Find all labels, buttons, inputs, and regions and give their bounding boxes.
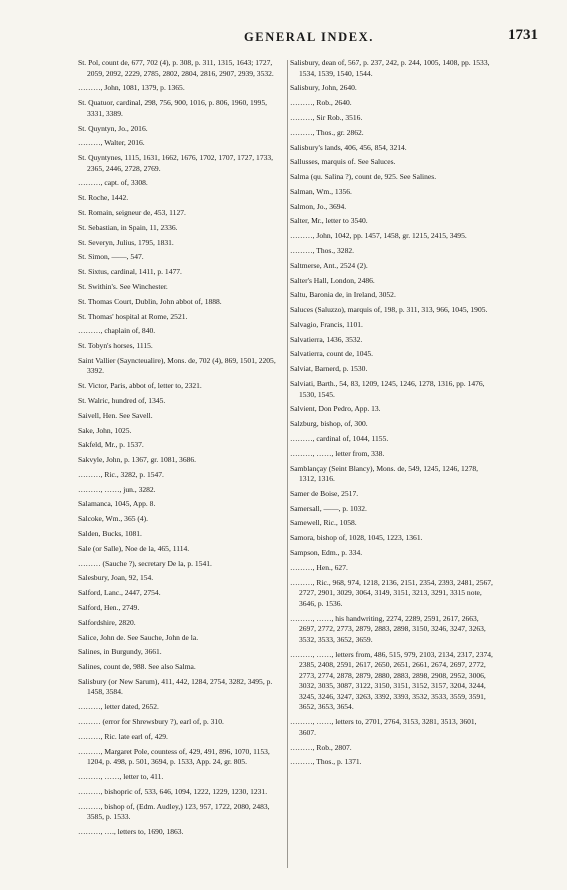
index-entry: ………, Sir Rob., 3516. [290, 112, 363, 122]
index-entry: Salman, Wm., 1356. [290, 186, 352, 196]
index-entry: St. Quatuor, cardinal, 298, 756, 900, 1016, p. 806, 1960, 1995, 3331, 3389. [78, 98, 267, 118]
index-entry: St. Roche, 1442. [78, 193, 129, 203]
index-entry: St. Quyntynes, 1115, 1631, 1662, 1676, 1702, 1707, 1727, 1733, 2365, 2446, 2728, 2769. [78, 153, 274, 173]
index-entry: St. Quyntyn, Jo., 2016. [78, 123, 148, 133]
index-entry: Salisbury (or New Sarum), 411, 442, 1284, 2754, 3282, 3495, p. 1458, 3584. [78, 676, 273, 697]
index-entry: ………, Ric., 968, 974, 1218, 2136, 2151, 2354, 2393, 2481, 2567, 2727, 2901, 3029, 3064, 3149, 3151, 3213, 3291, 3315 note, 3646, p. 1536. [290, 577, 493, 608]
index-entry: St. Romain, seigneur de, 453, 1127. [78, 208, 186, 218]
index-column-left [78, 58, 283, 842]
index-entry: Sampson, Edm., p. 334. [290, 548, 363, 557]
index-entry: Salisbury's lands, 406, 456, 854, 3214. [290, 142, 407, 152]
index-entry: St. Thomas' hospital at Rome, 2521. [78, 311, 188, 321]
index-entry: Salviat, Barnerd, p. 1530. [290, 364, 368, 374]
index-entry: ………, letter dated, 2652. [78, 702, 159, 712]
index-entry: Salviati, Barth., 54, 83, 1209, 1245, 1246, 1278, 1316, pp. 1476, 1530, 1545. [290, 379, 485, 399]
index-entry: Salford, Lanc., 2447, 2754. [78, 588, 161, 598]
index-entry: ………, ……, jun., 3282. [78, 484, 156, 494]
index-entry: Salesbury, Joan, 92, 154. [78, 573, 154, 583]
column-divider [287, 60, 288, 868]
index-entry: St. Victor, Paris, abbot of, letter to, 2321. [78, 381, 202, 391]
index-column-right [290, 58, 495, 772]
index-entry: Samewell, Ric., 1058. [290, 518, 357, 528]
index-entry: Salisbury, dean of, 567, p. 237, 242, p. 244, 1005, 1408, pp. 1533, 1534, 1539, 1540, 1544. [290, 58, 490, 78]
index-entry: Salma (qu. Salina ?), count de, 925. See Salines. [290, 172, 437, 182]
index-entry: Salter, Mr., letter to 3540. [290, 216, 368, 226]
index-entry: St. Swithin's. See Winchester. [78, 281, 168, 291]
index-entry: ………, John, 1081, 1379, p. 1365. [78, 83, 185, 93]
index-entry: Samer de Boise, 2517. [290, 488, 359, 498]
index-entry: ………, bishopric of, 533, 646, 1094, 1222, 1229, 1230, 1231. [78, 786, 268, 796]
running-title: GENERAL INDEX. [243, 30, 375, 44]
index-entry: St. Simon, ——, 547. [78, 252, 144, 262]
index-entry: St. Severyn, Julius, 1795, 1831. [78, 237, 174, 247]
index-entry: Sakvyle, John, p. 1367, gr. 1081, 3686. [78, 455, 197, 465]
index-entry: Salvatierra, 1436, 3532. [290, 334, 363, 344]
index-entry: St. Sixtus, cardinal, 1411, p. 1477. [78, 267, 182, 277]
index-entry: St. Walric, hundred of, 1345. [78, 396, 166, 405]
index-entry: ………, Hen., 627. [290, 562, 348, 572]
index-entry: Salter's Hall, London, 2486. [290, 275, 375, 285]
index-entry: ………, Margaret Pole, countess of, 429, 491, 896, 1070, 1153, 1204, p. 498, p. 501, 3694, p. 1533, App. 24, gr. 805. [78, 746, 270, 767]
index-entry: St. Sebastian, in Spain, 11, 2336. [78, 222, 178, 232]
index-entry: ………, ……, letters to, 2701, 2764, 3153, 3281, 3513, 3601, 3607. [290, 717, 477, 737]
index-entry: ……… (error for Shrewsbury ?), earl of, p. 310. [78, 717, 224, 726]
index-entry: Salines, in Burgundy, 3661. [78, 647, 162, 657]
index-entry: Saluces (Saluzzo), marquis of, 198, p. 311, 313, 966, 1045, 1905. [290, 305, 488, 315]
index-entry: Sallusses, marquis of. See Saluces. [290, 157, 396, 167]
index-entry: Saivell, Hen. See Savell. [78, 410, 153, 420]
index-entry: ………, ……, letters from, 486, 515, 979, 2103, 2134, 2317, 2374, 2385, 2408, 2591, 2617, 2650, 2651, 2661, 2674, 2697, 2772, 2773, 2774, 2878, 2879, 2880, 2883, 2898, 2908, 2952, 3006, 3032, 3035, 3087, 3122, 3150, 3151, 3152, 3157, 3204, 3244, 3245, 3246, 3247, 3263, 3392, 3393, 3532, 3533, 3559, 3591, 3652, 3653, 3654. [290, 649, 493, 712]
index-entry: Salcoke, Wm., 365 (4). [78, 514, 149, 524]
index-entry: Sake, John, 1025. [78, 425, 132, 435]
index-entry: ………, Thos., p. 1371. [290, 757, 362, 767]
index-entry: ………, bishop of, (Edm. Audley,) 123, 957, 1722, 2080, 2483, 3585, p. 1533. [78, 801, 270, 822]
index-entry: Salvatierra, count de, 1045. [290, 349, 373, 359]
index-entry: ………, Thos., 3282. [290, 245, 355, 255]
index-entry: Sale (or Salle), Noe de la, 465, 1114. [78, 543, 190, 553]
index-entry: Samersall, ——, p. 1032. [290, 503, 367, 513]
index-entry: ………, …., letters to, 1690, 1863. [78, 826, 184, 836]
index-entry: Sakfeld, Mr., p. 1537. [78, 440, 144, 450]
index-entry: Saltmerse, Ant., 2524 (2). [290, 260, 368, 270]
index-entry: ………, John, 1042, pp. 1457, 1458, gr. 1215, 2415, 3495. [290, 231, 467, 241]
index-entry: St. Pol, count de, 677, 702 (4), p. 308, p. 311, 1315, 1643; 1727, 2059, 2092, 2229, 2785, 2802, 2804, 2816, 2907, 2939, 3532. [78, 58, 274, 78]
index-entry: ………, Thos., gr. 2862. [290, 127, 364, 137]
index-entry: Salvagio, Francis, 1101. [290, 319, 363, 329]
index-entry: Salice, John de. See Sauche, John de la. [78, 632, 199, 642]
index-entry: Samora, bishop of, 1028, 1045, 1223, 1361. [290, 533, 423, 543]
index-entry: Salines, count de, 988. See also Salma. [78, 662, 196, 672]
index-entry: St. Thomas Court, Dublin, John abbot of, 1888. [78, 296, 222, 306]
index-entry: ………, Ric., 3282, p. 1547. [78, 469, 164, 479]
index-entry: Saltu, Baronia de, in Ireland, 3052. [290, 290, 396, 300]
page-number: 1731 [508, 27, 538, 43]
index-entry: Salamanca, 1045, App. 8. [78, 499, 156, 509]
index-entry: Samblançay (Seint Blancy), Mons. de, 549, 1245, 1246, 1278, 1312, 1316. [290, 463, 479, 484]
index-entry: Salvient, Don Pedro, App. 13. [290, 404, 381, 414]
index-entry: St. Tobyn's horses, 1115. [78, 341, 153, 351]
index-entry: ……… (Sauche ?), secretary De la, p. 1541. [78, 558, 212, 568]
index-entry: Salden, Bucks, 1081. [78, 529, 142, 539]
index-entry: Salisbury, John, 2640. [290, 83, 357, 93]
index-entry: ………, ……, letter to, 411. [78, 771, 164, 781]
index-entry: ………, Rob., 2807. [290, 742, 352, 752]
index-entry: ………, chaplain of, 840. [78, 326, 156, 336]
index-entry: ………, Ric. late earl of, 429. [78, 731, 168, 741]
index-entry: ………, Rob., 2640. [290, 98, 352, 108]
index-entry: ………, ……, his handwriting, 2274, 2289, 2591, 2617, 2663, 2697, 2772, 2773, 2879, 2883, 2898, 3150, 3246, 3247, 3263, 3532, 3533, 3652, 3659. [290, 613, 486, 644]
index-entry: Salmon, Jo., 3694. [290, 201, 347, 211]
index-entry: Salford, Hen., 2749. [78, 602, 140, 612]
index-entry: Saint Vallier (Sayncteualire), Mons. de, 702 (4), 869, 1501, 2205, 3392. [78, 355, 276, 376]
page-header [78, 27, 540, 50]
index-entry: ………, cardinal of, 1044, 1155. [290, 433, 389, 443]
index-entry: Salfordshire, 2820. [78, 617, 136, 627]
index-entry: ………, Walter, 2016. [78, 138, 145, 148]
index-entry: ………, capt. of, 3308. [78, 178, 148, 188]
index-entry: ………, ……, letter from, 338. [290, 448, 385, 458]
index-entry: Salzburg, bishop, of, 300. [290, 419, 368, 429]
